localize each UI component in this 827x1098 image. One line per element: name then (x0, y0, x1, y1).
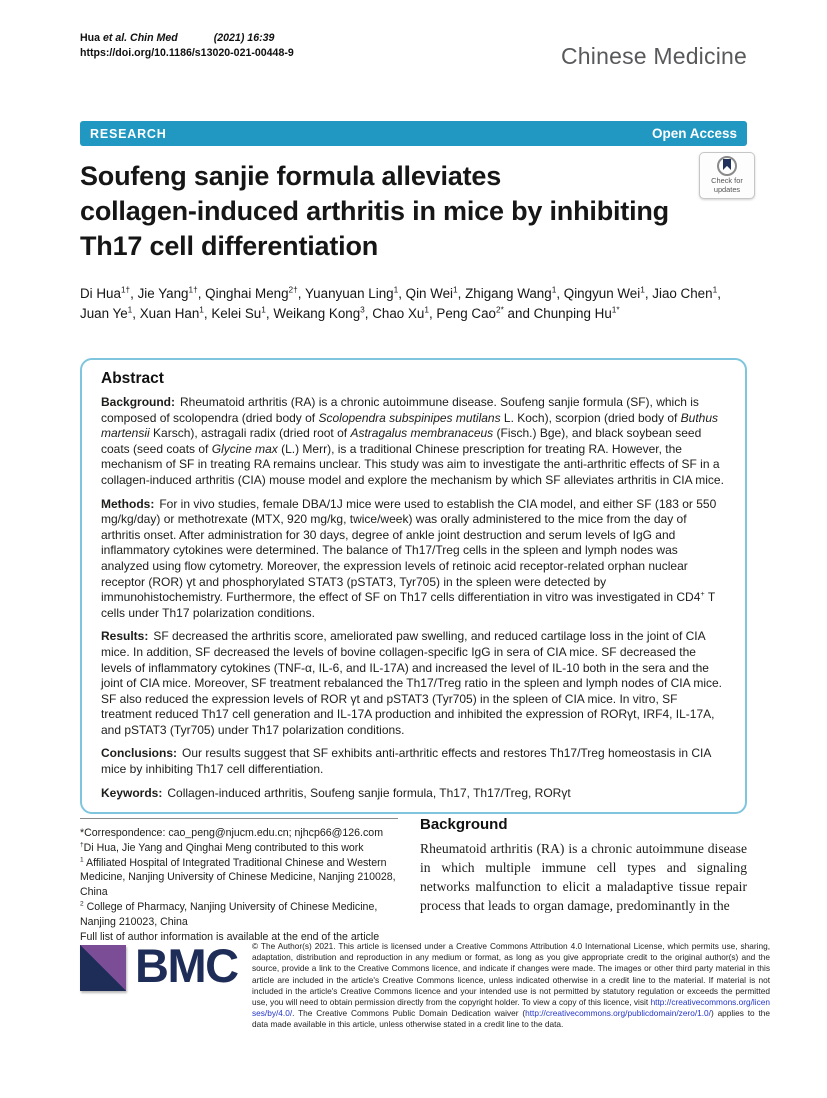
text-segment: (Fisch.) Bge), and black soybean seed coats (seed coats of (101, 426, 702, 456)
text-segment: 2 (80, 900, 84, 908)
text-segment: 1 (80, 856, 84, 864)
abstract-conclusions (101, 746, 726, 777)
text-segment: Juan Ye (80, 305, 128, 321)
license-text (252, 941, 770, 1031)
abstract-conclusions-text (101, 746, 711, 776)
text-segment: 1 (712, 284, 718, 295)
text-segment: Our results suggest that SF exhibits anti-arthritic effects and restores Th17/Treg homeostasis in CIA mice by inhibiting Th17 cell differentiation. (101, 746, 711, 777)
abstract-results-label: Results: (101, 629, 149, 644)
text-segment: 2* (495, 304, 504, 315)
text-segment: © The Author(s) 2021. This article is licensed under a Creative Commons Attribution 4.0 International License, which permits use, sharing, adaptation, distribution and reproduction in any medium or format, as long as you give appropriate credit to the original author(s) and the source, provide a link to the Creative Commons licence, and indicate if changes were made. The images or other third party material in this article are included in the article's Creative Commons licence, unless indicated otherwise in a credit line to the material. If material is not included in the article's Creative Commons licence and your intended use is not permitted by statutory regulation or exceeds the permitted use, you will need to obtain permission directly from the copyright holder. To view a copy of this licence, visit (252, 941, 770, 1008)
external-link[interactable]: http://creativecommons.org/licenses/by/4.0/ (252, 997, 770, 1019)
text-segment: 1 (199, 304, 204, 315)
abstract-methods-label: Methods: (101, 496, 155, 511)
text-segment: T cells under Th17 polarization conditions. (101, 590, 715, 620)
text-segment: , Chao Xu (364, 305, 425, 321)
correspondence-line (80, 826, 398, 841)
text-segment: College of Pharmacy, Nanjing University of Chinese Medicine, Nanjing 210023, China (80, 900, 378, 928)
text-segment: SF decreased the arthritis score, ameliorated paw swelling, and reduced cartilage loss in the joint of CIA mice. In addition, SF decreased the levels of bovine collagen-specific IgG in sera of CIA mice. SF decreased the levels of inflammatory cytokines (TNF-α, IL-6, and IL-17A) and increased the level of IL-10 both in the sera and the joint of CIA mice. Moreover, SF treatment rebalanced the Th17/Treg ratio in the spleen and lymph nodes of CIA mice. SF also reduced the expression levels of ROR γt and pSTAT3 (Tyr705) in the spleen of CIA mice. In vitro, SF treatment reduced Th17 cell generation and IL-17A production and inhibited the expression of RORγt, IRF4, IL-17A, and pSTAT3 (Tyr705) under Th17 polarization conditions. (101, 629, 722, 737)
header-citation-block (80, 31, 294, 60)
check-for-updates-button[interactable] (699, 152, 755, 199)
text-segment: Hua (80, 32, 103, 44)
abstract-keywords-text (167, 786, 570, 800)
abstract-background-label: Background: (101, 395, 176, 409)
abstract-background (101, 395, 726, 489)
background-text: Rheumatoid arthritis (RA) is a chronic autoimmune disease in which multiple immune cell types and signaling networks malfunction to elicit a maladaptive tissue repair process that leads to organ damage, predominantly in the (420, 841, 747, 913)
abstract-methods-text (101, 497, 716, 620)
title-line-3: Th17 cell differentiation (80, 231, 379, 261)
external-link[interactable]: http://creativecommons.org/publicdomain/zero/1.0/ (525, 1008, 711, 1019)
check-for-updates-label (711, 177, 743, 194)
contribution-note (80, 841, 398, 856)
text-segment: , Kelei Su (203, 305, 262, 321)
article-type-banner (80, 121, 747, 146)
correspondence-notes (80, 818, 398, 944)
text-segment: 1 (551, 284, 557, 295)
text-segment: 1 (424, 304, 429, 315)
abstract-box (80, 358, 747, 814)
abstract-conclusions-label: Conclusions: (101, 746, 178, 761)
doi-line[interactable]: https://doi.org/10.1186/s13020-021-00448-9 (80, 46, 294, 59)
text-segment: , Qin Wei (398, 286, 454, 301)
background-heading: Background (420, 816, 508, 833)
text-segment: 2† (288, 284, 298, 295)
abstract-methods (101, 497, 726, 622)
text-segment: , Xuan Han (132, 305, 200, 321)
text-segment: Buthus martensii (101, 410, 719, 441)
text-segment: . The Creative Commons Public Domain Dedication waiver ( (292, 1008, 526, 1019)
text-segment: + (700, 589, 705, 599)
text-segment: † (80, 841, 84, 849)
text-segment: L. Koch), scorpion (dried body of (500, 410, 681, 425)
text-segment: , Weikang Kong (265, 305, 361, 321)
text-segment: ) applies to the data made available in this article, unless otherwise stated in a credit line to the data. (252, 1008, 770, 1030)
crossmark-icon (717, 156, 737, 176)
background-section (420, 816, 747, 915)
text-segment: , Jie Yang (130, 286, 189, 301)
text-segment: , Yuanyuan Ling (297, 286, 394, 301)
text-segment: , Qingyun Wei (556, 286, 641, 301)
abstract-keywords-label: Keywords: (101, 785, 163, 800)
text-segment: , Qinghai Meng (197, 286, 289, 301)
text-segment: 3 (360, 304, 365, 315)
citation-line (80, 31, 294, 46)
abstract-keywords (101, 786, 726, 802)
bookmark-icon (723, 159, 731, 170)
text-segment: Di Hua, Jie Yang and Qinghai Meng contributed to this work (83, 841, 364, 854)
text-segment: Karsch), astragali radix (dried root of (149, 426, 351, 441)
badge-text-line1: Check for (711, 176, 743, 185)
bmc-logo-mark-icon (80, 945, 126, 991)
text-segment: (2021) 16:39 (213, 32, 275, 44)
text-segment: et al. Chin Med (102, 32, 178, 44)
abstract-results (101, 629, 726, 738)
text-segment: 1* (611, 304, 620, 315)
article-type-label: RESEARCH (90, 126, 167, 141)
text-segment: Astragalus membranaceus (350, 426, 494, 441)
open-access-label: Open Access (651, 126, 737, 141)
abstract-results-text (101, 629, 722, 737)
title-line-2: collagen-induced arthritis in mice by inhibiting (80, 196, 669, 226)
text-segment: , Peng Cao (428, 305, 496, 321)
journal-title: Chinese Medicine (560, 43, 747, 69)
text-segment: , Jiao Chen (644, 286, 713, 301)
abstract-background-text (101, 395, 724, 487)
divider-line (80, 818, 398, 819)
text-segment: 1 (453, 284, 458, 295)
bmc-logo (80, 939, 238, 992)
bmc-logo-text: BMC (135, 939, 238, 992)
text-segment: 1 (640, 284, 645, 295)
abstract-heading: Abstract (101, 370, 164, 387)
affiliation-2 (80, 900, 398, 930)
text-segment: Rheumatoid arthritis (RA) is a chronic autoimmune disease. Soufeng sanjie formula (SF), which is composed of scolopendra (dried body of (101, 395, 699, 425)
text-segment: Collagen-induced arthritis, Soufeng sanjie formula, Th17, Th17/Treg, RORγt (167, 785, 571, 800)
text-segment: 1 (261, 304, 266, 315)
text-segment: For in vivo studies, female DBA/1J mice were used to establish the CIA model, and either SF (183 or 550 mg/kg/day) or methotrexate (MTX, 920 mg/kg, twice/week) was orally administered to the mice from the day of arthritis onset. After administration for 30 days, degree of ankle joint destruction and serum levels of IgG and inflammatory cytokines were determined. The balance of Th17/Treg cells in the spleen and lymph nodes was analyzed using flow cytometry. Moreover, the expression levels of retinoic acid receptor-related orphan nuclear receptor (ROR) γt and phosphorylated STAT3 (pSTAT3, Tyr705) in the spleen were detected by immunohistochemistry. Furthermore, the effect of SF on Th17 cells differentiation in vitro was investigated in CD4 (101, 496, 717, 605)
title-line-1: Soufeng sanjie formula alleviates (80, 161, 502, 191)
badge-text-line2: updates (713, 184, 741, 194)
text-segment: *Correspondence: cao_peng@njucm.edu.cn; njhcp66@126.com (80, 827, 384, 839)
text-segment: Glycine max (211, 441, 278, 456)
text-segment: Scolopendra subspinipes mutilans (318, 410, 501, 425)
text-segment: Di Hua (80, 286, 121, 301)
affiliation-1 (80, 856, 398, 900)
text-segment: , Zhigang Wang (457, 286, 552, 301)
text-segment: 1† (188, 284, 198, 295)
page-title (80, 159, 695, 264)
text-segment: 1 (393, 284, 399, 295)
text-segment: and Chunping Hu (503, 305, 612, 321)
text-segment: Full list of author information is available at the end of the article (80, 930, 380, 943)
author-list (80, 284, 747, 323)
text-segment: 1† (120, 284, 131, 295)
text-segment: 1 (127, 304, 133, 315)
text-segment: Affiliated Hospital of Integrated Traditional Chinese and Western Medicine, Nanjing University of Chinese Medicine, Nanjing 210028, China (80, 856, 396, 899)
text-segment: (L.) Merr), is a traditional Chinese prescription for treating RA. However, the mechanism of SF in treating RA remains unclear. This study was aim to investigate the anti-arthritic effects of SF in a collagen-induced arthritis (CIA) mouse model and explore the mechanism by which SF alleviates arthritis in CIA mice. (101, 441, 724, 487)
text-segment: , (717, 286, 721, 301)
